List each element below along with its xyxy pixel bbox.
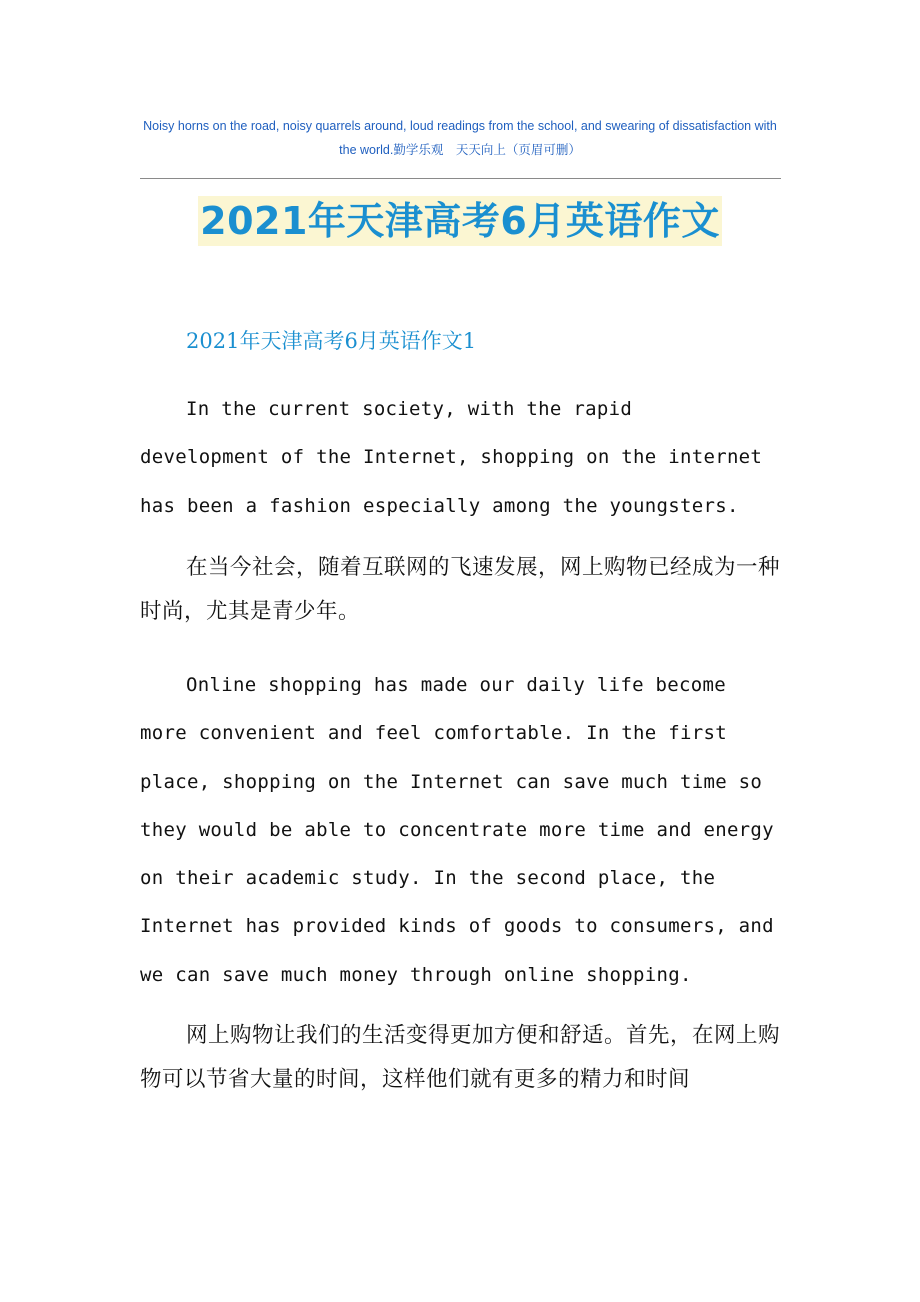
title-container [0, 196, 920, 246]
section-heading: 2021年天津高考6月英语作文1 [186, 329, 477, 353]
paragraph-chinese-2: 网上购物让我们的生活变得更加方便和舒适。首先，在网上购物可以节省大量的时间，这样他们就有更多的精力和时间 [140, 1023, 781, 1092]
paragraph-chinese-1: 在当今社会，随着互联网的飞速发展，网上购物已经成为一种时尚，尤其是青少年。 [140, 555, 781, 624]
document-title: 2021年天津高考6月英语作文 [198, 196, 722, 246]
page-header-note: Noisy horns on the road, noisy quarrels around, loud readings from the school, and swearing of dissatisfaction with the world.勤学乐观 天天向上（页眉可删） [143, 119, 777, 157]
paragraph-english-2: Online shopping has made our daily life become more convenient and feel comfortable. In the first place, shopping on the Internet can save much time so they would be able to concentrate more time and energy on their academic study. In the second place, the Internet has provided kinds of goods to consumers, and we can save much money through online shopping. [140, 674, 774, 986]
paragraph-english-1: In the current society, with the rapid development of the Internet, shopping on the internet has been a fashion especially among the youngsters. [140, 398, 763, 517]
header-divider [140, 178, 781, 179]
